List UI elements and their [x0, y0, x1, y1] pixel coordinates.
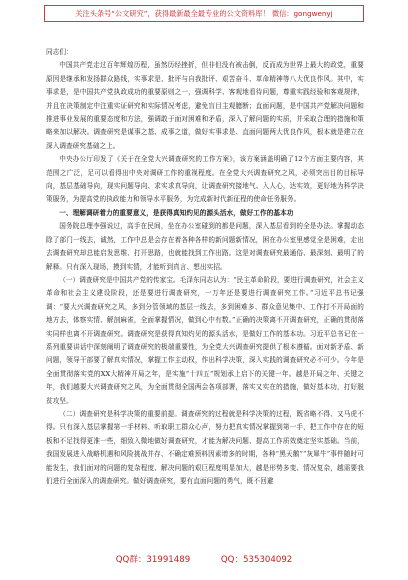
- section-heading: 一、理解调研着力的重要意义，是获得真知灼见的源头活水，做好工作的基本功: [59, 208, 294, 217]
- body-paragraph: （二）调查研究是科学决策的重要前提。调查研究的过程就是科学决策的过程，既省略不得、又马虎不得。只有深入基层掌握第一手材料、听取职工群众心声，努力把真实情况掌握到第一手，把工作中存在的短板和不足找得更准一些，细致入微地做好调查研究，才能为解决问题、提高工作质效奠定坚实基础。当前，我国发展进入战略机遇和风险挑战并存、不确定难预料因素增多的时期，各种“黑天鹅”“灰犀牛”事件随时可能发生，我们面对的问题的复杂程度、解决问题的艰巨程度明显加大，越是形势多变、情况复杂，越需要我们进行全面深入的调查研究。做好调查研究，要有直面问题的勇气，既不回避: [46, 409, 364, 485]
- salutation: 同志们：: [46, 48, 73, 56]
- document-body: [46, 46, 364, 546]
- footer-contact: [0, 552, 408, 568]
- header-banner: 关注头条号“公文研究”，获得最新最全最专业的公文资料库！ 微信：gongwenyj: [44, 5, 364, 22]
- footer-qq: QQ：535304092: [220, 555, 293, 565]
- body-paragraph: 中国共产党走过百年辉煌历程，虽然历经挫折，但非但没有被击倒，反而成为世界上最大的政党，重要原因是继承和发扬群众路线，实事求是、批评与自我批评、艰苦奋斗、革命精神等八大优良作风。其中，实事求是，是中国共产党执政成功的重要原则之一，强调科学、客观地看待问题，尊重实践经验和客观规律，并且在决策制定中注重实证研究和实际情况考虑，避免盲目主观臆断；直面问题，是中国共产党解决问题和推进事业发展的重要态度和方法，强调敢于面对困难和矛盾，深入了解问题的实质，并采取合理的措施和策略来加以解决。调查研究是谋事之基、成事之道，做好实事求是、直面问题两大优良作风，根本就是建立在深入调查研究基础之上。: [46, 61, 364, 150]
- body-paragraph: 国务院总理李强说过，高手在民间，坐在办公室碰到的都是问题，深入基层看到的全是办法。掌握动态除了部门一线去，诚然，工作中总是会存在着各种各样的新问题新情况，困在办公室里感觉全是困难，走出去调查研究却总能启发思维、打开思路，也就能找到工作出路。这是对调查研究最通俗、最深刻、最明了的解释。只有深入现场，摸到实情，才能听到真言、想出实招。: [46, 222, 364, 271]
- footer-qq-group: QQ群：31991489: [115, 555, 191, 565]
- body-paragraph: （一）调查研究是中国共产党的传家宝。毛泽东同志认为：“民主革命阶段，要进行调查研究，社会主义革命和社会主义建设阶段，还是要进行调查研究，一万年还是要进行调查研究工作。”习近平总书记强调：“要大兴调查研究之风，多到分管领域的基层一线去，多到困难多、群众意见集中、工作打不开局面的地方去，体察实情、解剖麻雀，全面掌握情况，做到心中有数。”正确的决策离不开调查研究，正确的贯彻落实同样也离不开调查研究。调查研究是获得真知灼见的源头活水，是做好工作的基本功。习近平总书记在一系列重要讲话中深刻阐明了调查研究的极端重要性，为全党大兴调查研究提供了根本遵循。面对新矛盾、新问题，领导干部要了解真实情况，掌握工作主动权，作出科学决策，深入实践的调查研究必不可少。今年是全面贯彻落实党的XX大精神开局之年，是实施“十四五”规划承上启下的关键一年。越是开局之年、关键之年，我们越要大兴调查研究之风，为全面贯彻全国两会各项部署，落实又实在的措施，做好基本功，打好脱贫攻坚。: [46, 275, 364, 405]
- body-paragraph: 中央办公厅印发了《关于在全党大兴调查研究的工作方案》，该方案涵盖明确了12个方面主要内容，其范围之广泛，足可以看得出中央对调研工作的重视程度。在全党大兴调查研究之风，必须突出目的目标导向，基层基础导向，现实问题导向、求实求真导向，让调查研究接地气、入人心，达实效，更好地为科学决策服务，为提高党的执政能力和领导水平服务，为完成新时代新征程的使命任务服务。: [46, 155, 364, 204]
